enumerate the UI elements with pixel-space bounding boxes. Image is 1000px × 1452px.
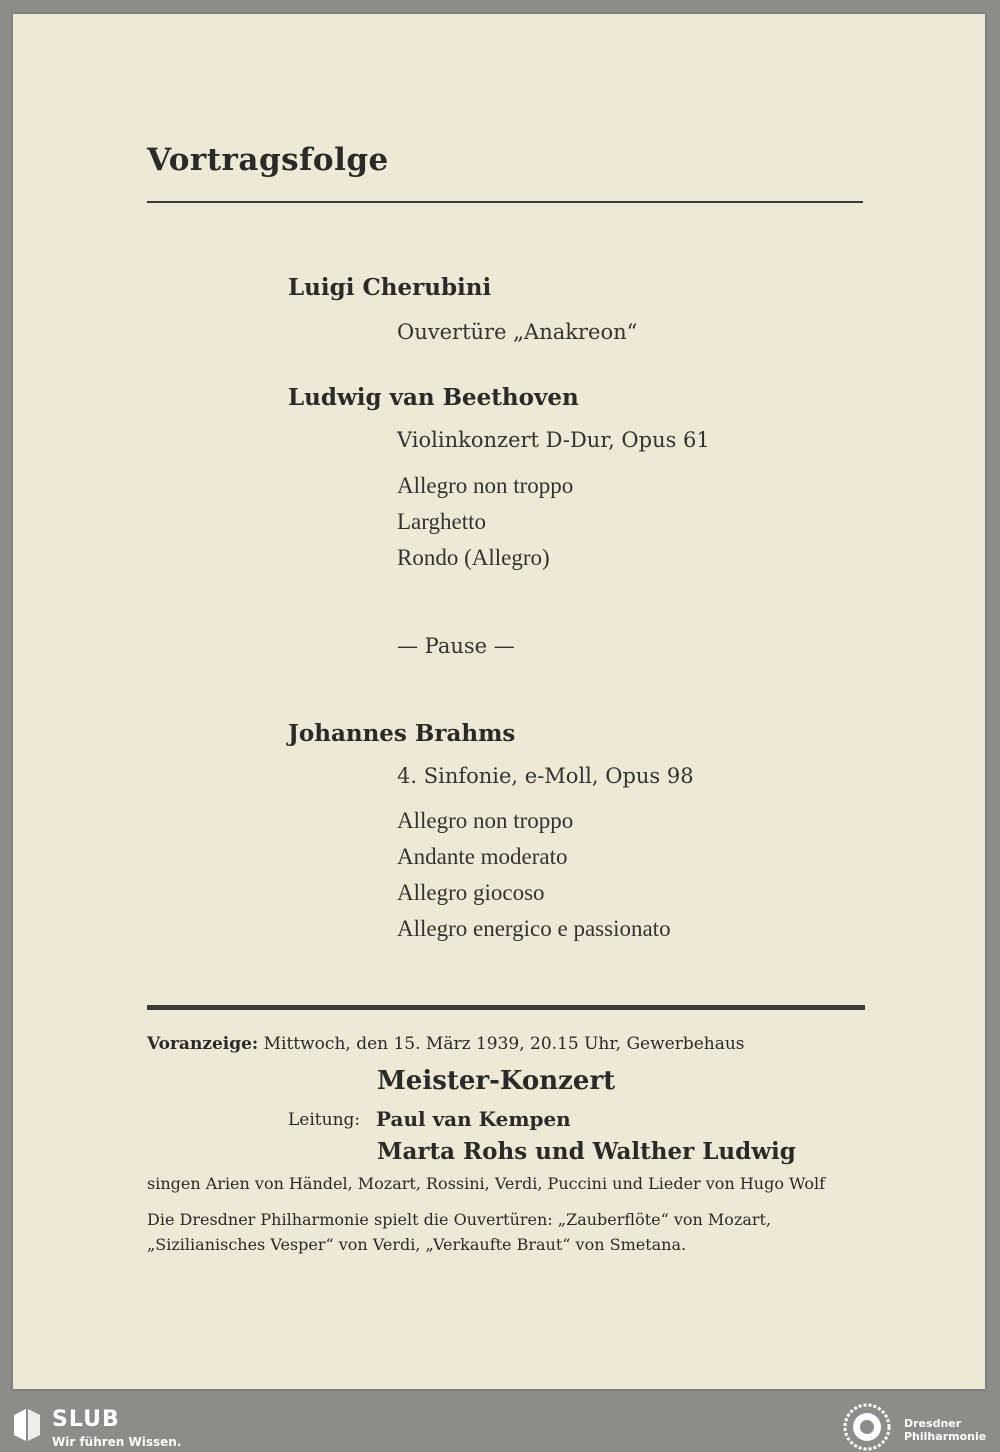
- dresdner-philharmonie-logo-icon: [842, 1403, 892, 1451]
- movement-beethoven-2: Larghetto: [397, 509, 486, 534]
- movement-brahms-3: Allegro giocoso: [397, 880, 545, 905]
- conductor-name: Paul van Kempen: [376, 1107, 571, 1131]
- slub-name: SLUB: [52, 1407, 120, 1432]
- work-cherubini: Ouvertüre „Anakreon“: [397, 320, 638, 344]
- leitung-line: [288, 1107, 571, 1131]
- soloists: Marta Rohs und Walther Ludwig: [377, 1138, 796, 1165]
- announcement-line: [147, 1034, 867, 1054]
- dp-line-2: Philharmonie: [904, 1430, 987, 1443]
- program-heading: Vortragsfolge: [147, 142, 389, 178]
- top-rule: [147, 201, 863, 203]
- composer-cherubini: Luigi Cherubini: [288, 274, 492, 301]
- footer-bar: [0, 1401, 1000, 1452]
- composer-brahms: Johannes Brahms: [288, 720, 516, 747]
- work-brahms: 4. Sinfonie, e-Moll, Opus 98: [397, 764, 694, 788]
- movement-beethoven-3: Rondo (Allegro): [397, 545, 550, 570]
- pause-label: — Pause —: [397, 634, 515, 658]
- slub-logo-icon: [12, 1407, 42, 1443]
- bottom-rule: [147, 1005, 865, 1010]
- concert-title: Meister-Konzert: [377, 1066, 616, 1096]
- movement-beethoven-1: Allegro non troppo: [397, 473, 574, 498]
- announcement-label: Voranzeige:: [147, 1034, 259, 1054]
- program-page: [13, 14, 985, 1389]
- work-beethoven: Violinkonzert D-Dur, Opus 61: [397, 428, 710, 452]
- movement-brahms-4: Allegro energico e passionato: [397, 916, 671, 941]
- overtures-line-1: Die Dresdner Philharmonie spielt die Ouvertüren: „Zauberflöte“ von Mozart,: [147, 1210, 772, 1229]
- overtures-line-2: „Sizilianisches Vesper“ von Verdi, „Verkaufte Braut“ von Smetana.: [147, 1235, 687, 1254]
- slub-tagline: Wir führen Wissen.: [52, 1435, 182, 1449]
- announcement-details: Mittwoch, den 15. März 1939, 20.15 Uhr, Gewerbehaus: [263, 1034, 745, 1054]
- arias-line: singen Arien von Händel, Mozart, Rossini, Verdi, Puccini und Lieder von Hugo Wolf: [147, 1174, 826, 1193]
- composer-beethoven: Ludwig van Beethoven: [288, 384, 579, 411]
- dresdner-philharmonie-name: [904, 1417, 986, 1443]
- dp-line-1: Dresdner: [904, 1417, 962, 1430]
- movement-brahms-1: Allegro non troppo: [397, 808, 574, 833]
- movement-brahms-2: Andante moderato: [397, 844, 568, 869]
- leitung-label: Leitung:: [288, 1110, 361, 1130]
